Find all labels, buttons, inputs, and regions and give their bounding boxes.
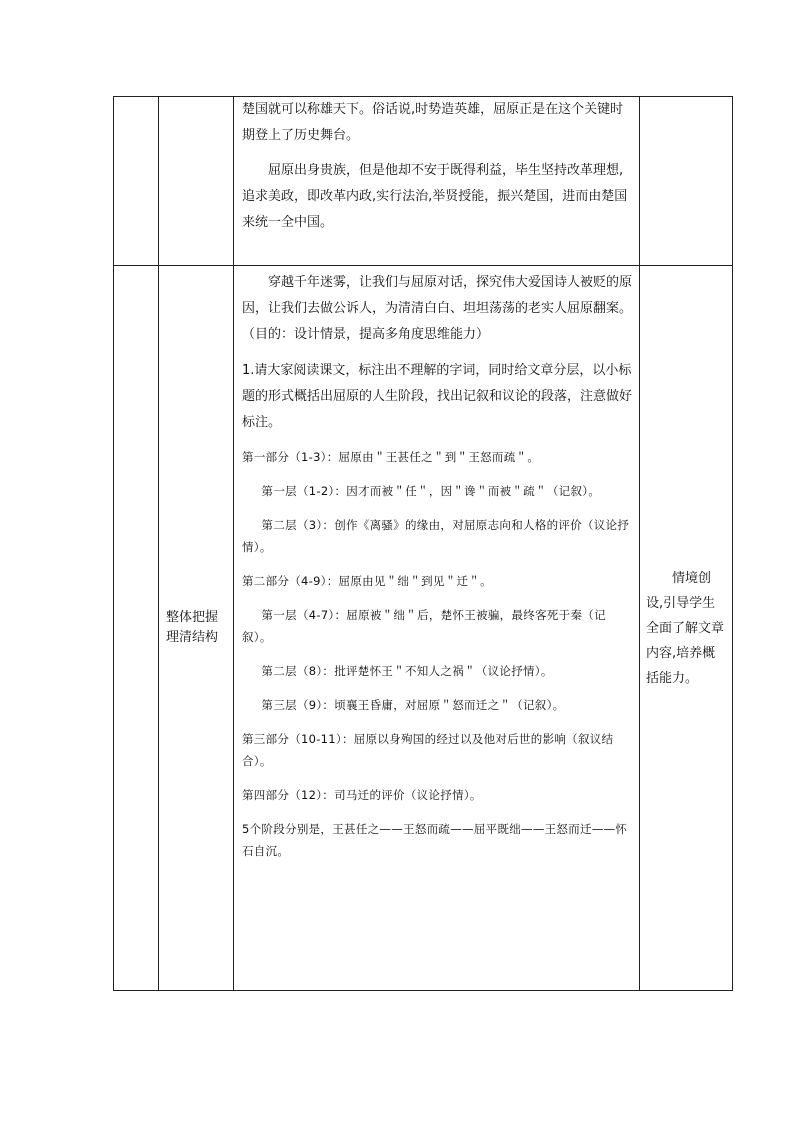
table-row bbox=[114, 266, 733, 991]
outline-line: 第一部分（1-3）：屈原由＂王甚任之＂到＂王怒而疏＂。 bbox=[242, 450, 540, 464]
outline-line: 第一层（1-2）：因才而被＂任＂，因＂谗＂而被＂疏＂（记叙）。 bbox=[261, 484, 601, 498]
outline-line: 第四部分（12）：司马迁的评价（议论抒情）。 bbox=[242, 788, 482, 802]
content-paragraph: 屈原出身贵族，但是他却不安于既得利益，毕生坚持改革理想,追求美政，即改革内政,实行法治,举贤授能，振兴楚国，进而由楚国来统一全中国。 bbox=[242, 163, 628, 230]
content-cell bbox=[234, 266, 640, 991]
empty-cell bbox=[114, 97, 159, 266]
content-cell bbox=[234, 97, 640, 266]
intro-paragraph: 穿越千年迷雾，让我们与屈原对话，探究伟大爱国诗人被贬的原因，让我们去做公诉人，为清清白白、坦坦荡荡的老实人屈原翻案。（目的：设计情景，提高多角度思维能力） bbox=[242, 275, 633, 342]
content-paragraph: 楚国就可以称雄天下。俗话说,时势造英雄，屈原正是在这个关键时期登上了历史舞台。 bbox=[242, 102, 624, 143]
section-label-cell bbox=[159, 266, 234, 991]
outline-line: 第三部分（10-11）：屈原以身殉国的经过以及他对后世的影响（叙议结合）。 bbox=[242, 732, 614, 768]
empty-cell bbox=[640, 97, 733, 266]
design-note: 情境创设,引导学生全面了解文章内容,培养概括能力。 bbox=[646, 570, 725, 686]
lesson-plan-table bbox=[113, 96, 733, 991]
outline-line: 第二层（3）：创作《离骚》的缘由，对屈原志向和人格的评价（议论抒情）。 bbox=[242, 518, 630, 554]
outline-line: 第一层（4-7）：屈原被＂绌＂后，楚怀王被骗，最终客死于秦（记叙）。 bbox=[242, 608, 606, 644]
outline-line: 第二层（8）：批评楚怀王＂不知人之祸＂（议论抒情）。 bbox=[261, 664, 553, 678]
empty-cell bbox=[159, 97, 234, 266]
outline-line: 第二部分（4-9）：屈原由见＂绌＂到见＂迁＂。 bbox=[242, 574, 492, 588]
table-row bbox=[114, 97, 733, 266]
stages-summary: 5个阶段分别是，王甚任之——王怒而疏——屈平既绌——王怒而迁——怀石自沉。 bbox=[242, 822, 628, 858]
section-label: 整体把握理清结构 bbox=[166, 610, 219, 645]
outline-line: 第三层（9）：顷襄王昏庸，对屈原＂怒而迁之＂（记叙）。 bbox=[261, 698, 565, 712]
design-note-cell bbox=[640, 266, 733, 991]
task-paragraph: 1.请大家阅读课文，标注出不理解的字词，同时给文章分层，以小标题的形式概括出屈原的人生阶段，找出记叙和议论的段落，注意做好标注。 bbox=[242, 363, 633, 430]
empty-cell bbox=[114, 266, 159, 991]
